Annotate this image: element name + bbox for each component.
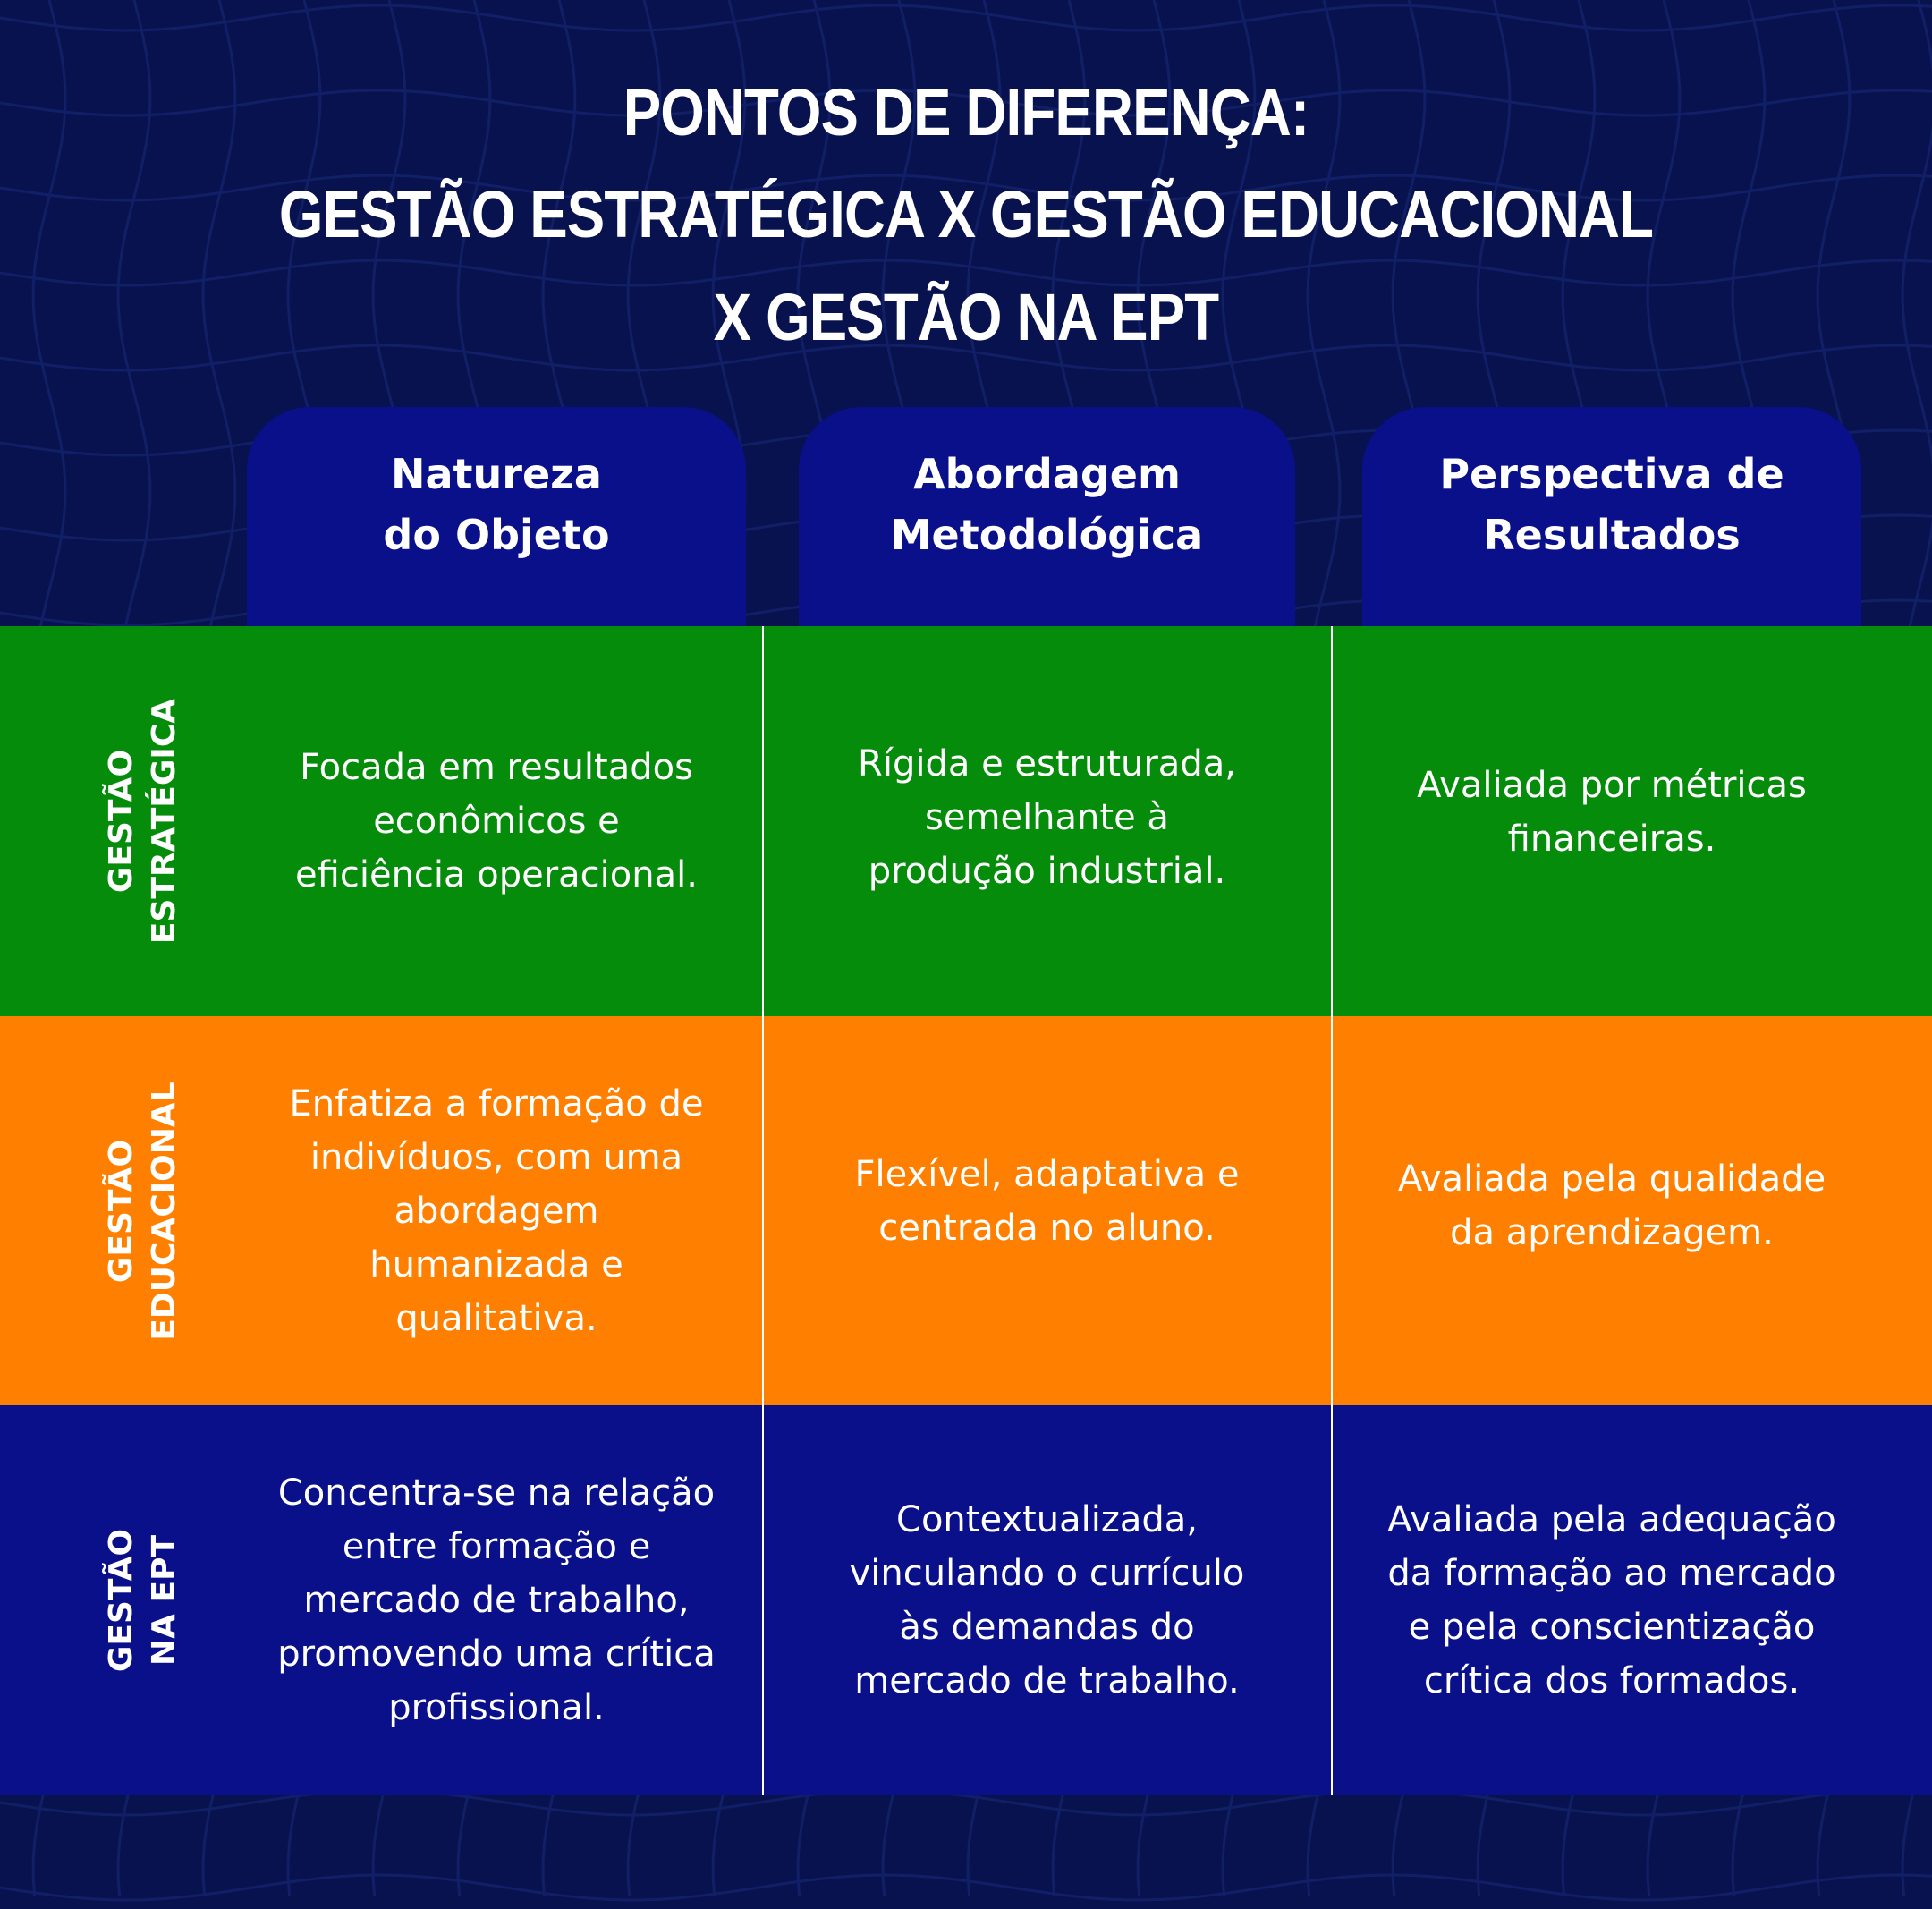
column-header-natureza xyxy=(247,407,746,626)
cell-line: entre formação e xyxy=(342,1526,651,1567)
row-label-line: GESTÃO xyxy=(103,749,140,894)
cell-line: semelhante à xyxy=(925,797,1169,838)
table-cell xyxy=(799,1016,1295,1406)
cell-line: às demandas do xyxy=(899,1607,1195,1648)
cell-line: Contextualizada, xyxy=(896,1499,1198,1540)
row-gestao-na-ept xyxy=(0,1405,1932,1795)
column-header-line: Natureza xyxy=(391,449,602,498)
table-cell xyxy=(1362,1405,1861,1795)
title-line-1: PONTOS DE DIFERENÇA: xyxy=(623,75,1309,149)
column-divider xyxy=(1331,1405,1333,1795)
column-header-line: Resultados xyxy=(1483,510,1741,559)
cell-line: humanizada e xyxy=(369,1244,623,1285)
column-header-line: Abordagem xyxy=(913,449,1181,498)
table-cell xyxy=(799,626,1295,1016)
table-cell xyxy=(799,1405,1295,1795)
cell-line: econômicos e xyxy=(373,801,620,842)
cell-line: Avaliada pela qualidade xyxy=(1397,1158,1826,1200)
column-header-perspectiva xyxy=(1362,407,1861,626)
cell-line: crítica dos formados. xyxy=(1423,1660,1801,1701)
grid-wave-line xyxy=(0,5,1932,30)
cell-line: vinculando o currículo xyxy=(849,1553,1245,1594)
cell-line: indivíduos, com uma xyxy=(309,1137,683,1178)
cell-line: promovendo uma crítica xyxy=(277,1633,716,1675)
cell-line: e pela conscientização xyxy=(1408,1607,1816,1648)
row-label-line: NA EPT xyxy=(146,1534,182,1667)
row-label-line: GESTÃO xyxy=(103,1139,140,1284)
cell-line: Avaliada por métricas xyxy=(1417,765,1807,806)
column-divider xyxy=(762,1016,764,1406)
column-divider xyxy=(1331,1016,1333,1406)
cell-line: mercado de trabalho, xyxy=(303,1580,690,1621)
cell-line: mercado de trabalho. xyxy=(854,1660,1240,1701)
cell-line: Focada em resultados xyxy=(300,747,693,788)
column-header-abordagem xyxy=(799,407,1295,626)
column-divider xyxy=(762,1405,764,1795)
row-label xyxy=(36,1016,250,1406)
cell-line: Rígida e estruturada, xyxy=(858,743,1236,785)
cell-line: da aprendizagem. xyxy=(1450,1212,1774,1253)
cell-line: centrada no aluno. xyxy=(878,1208,1216,1249)
cell-line: produção industrial. xyxy=(868,851,1226,892)
table-cell xyxy=(247,1405,746,1795)
row-gestao-educacional xyxy=(0,1016,1932,1406)
column-header-line: Metodológica xyxy=(890,510,1204,559)
cell-line: da formação ao mercado xyxy=(1387,1553,1836,1594)
table-cell xyxy=(247,1016,746,1406)
title-line-2: GESTÃO ESTRATÉGICA X GESTÃO EDUCACIONAL xyxy=(278,177,1654,251)
row-gestao-estrategica xyxy=(0,626,1932,1016)
row-label xyxy=(36,1405,250,1795)
column-header-line: Perspectiva de xyxy=(1439,449,1784,498)
cell-line: Avaliada pela adequação xyxy=(1387,1499,1836,1540)
row-label-line: GESTÃO xyxy=(103,1528,140,1673)
row-label-line: EDUCACIONAL xyxy=(146,1082,182,1341)
cell-line: eficiência operacional. xyxy=(295,854,698,895)
title-line-3: X GESTÃO NA EPT xyxy=(713,280,1219,354)
cell-line: Enfatiza a formação de xyxy=(289,1083,704,1124)
row-label xyxy=(36,626,250,1016)
row-label-line: ESTRATÉGICA xyxy=(146,698,182,945)
table-cell xyxy=(1362,1016,1861,1406)
column-header-line: do Objeto xyxy=(383,510,610,559)
cell-line: Concentra-se na relação xyxy=(277,1472,716,1514)
cell-line: profissional. xyxy=(388,1687,605,1728)
cell-line: Flexível, adaptativa e xyxy=(854,1154,1240,1195)
cell-line: qualitativa. xyxy=(395,1298,597,1339)
table-cell xyxy=(1362,626,1861,1016)
cell-line: abordagem xyxy=(394,1191,599,1232)
table-cell xyxy=(247,626,746,1016)
column-divider xyxy=(1331,626,1333,1016)
column-divider xyxy=(762,626,764,1016)
cell-line: financeiras. xyxy=(1507,819,1716,860)
